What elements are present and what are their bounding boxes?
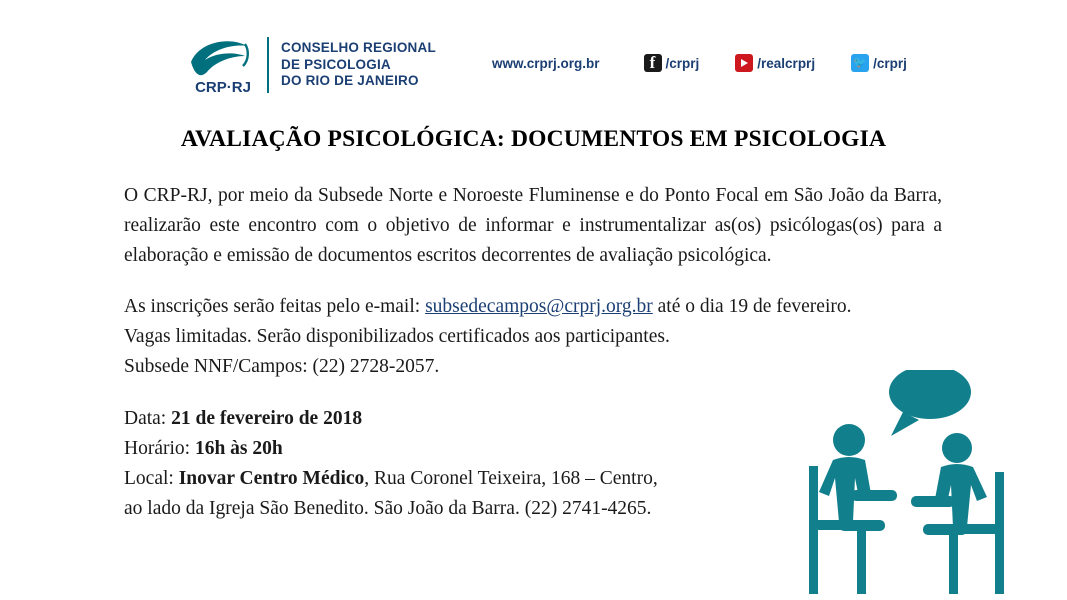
crp-rj-logo (185, 32, 436, 98)
logo-line-2: DE PSICOLOGIA (281, 56, 391, 72)
event-place-label: Local: (124, 468, 179, 489)
youtube-handle: /realcrprj (757, 55, 816, 71)
page-title: AVALIAÇÃO PSICOLÓGICA: DOCUMENTOS EM PSICOLOGIA (180, 126, 887, 152)
logo-line-1: CONSELHO REGIONAL (281, 40, 436, 56)
event-time-label: Horário: (124, 438, 191, 459)
twitter-link[interactable] (851, 54, 907, 72)
facebook-link[interactable] (644, 54, 700, 72)
two-people-talking-icon (799, 370, 1049, 600)
logo-wordmark (281, 40, 436, 90)
header-links (492, 54, 907, 72)
inscricoes-text-before: As inscrições serão feitas pelo e-mail: (124, 296, 426, 317)
event-place-value: Inovar Centro Médico (178, 468, 365, 489)
logo-line-3: DO RIO DE JANEIRO (281, 73, 419, 89)
logo-divider (267, 37, 269, 93)
youtube-link[interactable] (735, 54, 815, 72)
svg-text:CRP·RJ: CRP·RJ (195, 79, 251, 96)
event-address-line-2: ao lado da Igreja São Benedito. São João da Barra. (22) 2741-4265. (124, 498, 652, 519)
twitter-icon (851, 54, 869, 72)
twitter-handle: /crprj (873, 55, 907, 71)
page-header (0, 30, 1067, 102)
youtube-icon (735, 54, 753, 72)
event-address: , Rua Coronel Teixeira, 168 – Centro, (364, 468, 658, 489)
facebook-handle: /crprj (665, 55, 700, 71)
inscricoes-paragraph (124, 292, 942, 322)
vagas-line: Vagas limitadas. Serão disponibilizados certificados aos participantes. (124, 326, 670, 347)
event-time-value: 16h às 20h (190, 438, 283, 459)
intro-paragraph: O CRP-RJ, por meio da Subsede Norte e Noroeste Fluminense e do Ponto Focal em São João da Barra, realizarão este encontro com o objetivo de informar e instrumentalizar as(os) psicólogas(os) para a elaboração e emissão de documentos escritos decorrentes de avaliação psicológica. (124, 185, 942, 266)
facebook-icon (644, 54, 662, 72)
inscricoes-text-after: até o dia 19 de fevereiro. (652, 296, 852, 317)
website-link[interactable]: www.crprj.org.br (492, 55, 600, 71)
paragraph-spacer (124, 271, 942, 292)
email-link[interactable]: subsedecampos@crprj.org.br (425, 296, 653, 317)
crp-rj-logo-mark (185, 32, 261, 98)
event-date-label: Data: (124, 408, 172, 429)
event-date-value: 21 de fevereiro de 2018 (171, 408, 363, 429)
subsede-phone-line: Subsede NNF/Campos: (22) 2728-2057. (124, 356, 440, 377)
